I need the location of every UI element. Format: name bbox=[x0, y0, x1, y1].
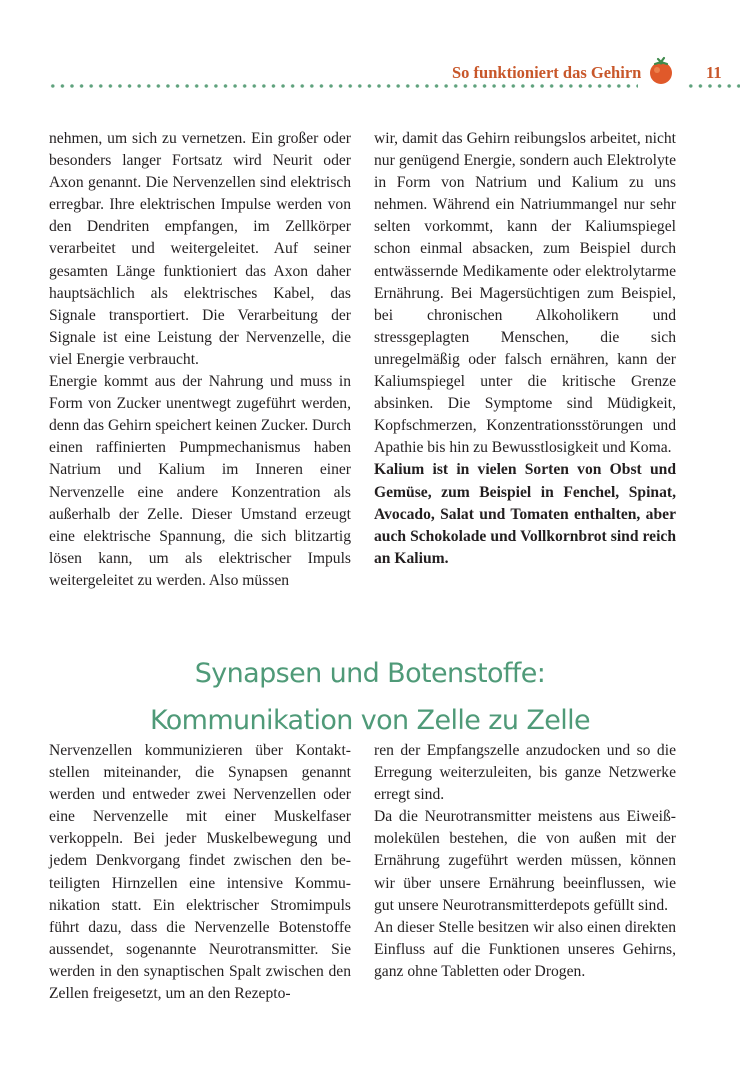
paragraph: Da die Neurotransmitter meistens aus Eiweißmolekülen bestehen, die von außen mit der Ernährung zugeführt werden müssen, können wir über unsere Ernährung beeinflussen, wie gut unsere Neurotransmitterdepots gefüllt sind. bbox=[374, 808, 676, 914]
paragraph: An dieser Stelle besitzen wir also einen direkten Einfluss auf die Funktionen unseres Gehirns, ganz ohne Tabletten oder Drogen. bbox=[374, 918, 676, 980]
running-header bbox=[0, 0, 740, 100]
paragraph: Nervenzellen kommunizieren über Kontaktstellen miteinander, die Synapsen genannt werden und entweder zwei Nervenzellen oder eine Nervenzelle mit einer Muskelfaser verkoppeln. Bei jeder Muskelbewegung und jedem Denkvorgang findet zwischen den beteiligten Hirnzellen eine intensive Kommunikation statt. Ein elektrischer Stromimpuls führt dazu, dass die Nervenzelle Botenstoffe aussendet, sogenannte Neurotransmitter. Sie werden in den synaptischen Spalt zwischen den Zellen freigesetzt, um an den Rezepto- bbox=[49, 742, 351, 1003]
section-heading bbox=[0, 650, 740, 744]
upper-left-column bbox=[49, 128, 351, 592]
header-dotted-rule-right bbox=[686, 84, 740, 88]
paragraph: nehmen, um sich zu vernetzen. Ein großer oder besonders langer Fortsatz wird Neurit oder Axon genannt. Die Nervenzellen sind elektrisch erregbar. Ihre elektrischen Impulse werden von den Dendriten empfangen, im Zellkörper verarbeitet und weitergeleitet. Auf seiner gesamten Länge funktioniert das Axon daher hauptsächlich als elektrisches Kabel, das Signale transportiert. Die Verarbeitung der Signale ist eine Leistung der Nervenzelle, die viel Energie verbraucht. bbox=[49, 130, 351, 368]
running-header-title: So funktioniert das Gehirn bbox=[452, 63, 642, 82]
upper-right-column bbox=[374, 128, 676, 570]
section-heading-line-1: Synapsen und Botenstoffe: bbox=[194, 658, 546, 690]
tomato-icon bbox=[646, 56, 676, 86]
paragraph: Energie kommt aus der Nahrung und muss in Form von Zucker unentwegt zugeführt werden, denn das Gehirn speichert keinen Zucker. Durch einen raffinierten Pumpmechanismus haben Natrium und Kalium im Inneren einer Nervenzelle eine andere Konzentration als außerhalb der Zelle. Dieser Umstand erzeugt eine elektrische Spannung, die sich blitzartig lösen kann, um als elektrischer Impuls weitergeleitet zu werden. Also müssen bbox=[49, 373, 351, 589]
page-number: 11 bbox=[706, 63, 722, 82]
bold-paragraph: Kalium ist in vielen Sorten von Obst und Gemüse, zum Beispiel in Fenchel, Spinat, Avocado, Salat und Tomaten enthalten, aber auch Schokolade und Vollkornbrot sind reich an Kalium. bbox=[374, 461, 676, 567]
lower-left-column bbox=[49, 740, 351, 1005]
lower-right-column bbox=[374, 740, 676, 983]
section-heading-line-2: Kommunikation von Zelle zu Zelle bbox=[149, 705, 591, 737]
paragraph: wir, damit das Gehirn reibungslos arbeitet, nicht nur genügend Energie, sondern auch Elektrolyte in Form von Natrium und Kalium zu uns nehmen. Während ein Natriummangel nur sehr selten vorkommt, kann der Kaliumspiegel schon einmal absacken, zum Beispiel durch entwässernde Medikamente oder elektrolytarme Ernährung. Bei Magersüchtigen zum Beispiel, bei chronischen Alkoholikern und stressgeplagten Menschen, die sich unregelmäßig oder falsch ernähren, kann der Kaliumspiegel unter die kritische Grenze absinken. Die Symptome sind Müdigkeit, Kopfschmerzen, Konzentrationsstörungen und Apathie bis hin zu Bewusstlosigkeit und Koma. bbox=[374, 130, 676, 457]
header-dotted-rule-left bbox=[48, 84, 638, 88]
paragraph: ren der Empfangszelle anzudocken und so die Erregung weiterzuleiten, bis ganze Netzwerke erregt sind. bbox=[374, 742, 676, 804]
